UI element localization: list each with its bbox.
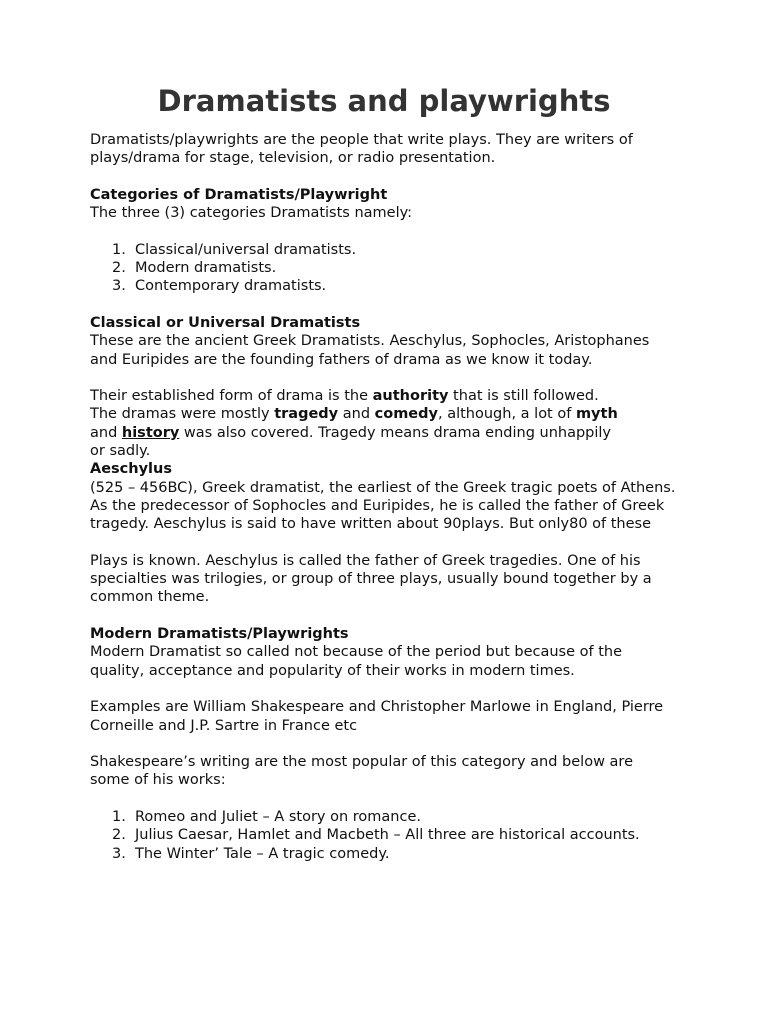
comedy-term: comedy <box>374 406 438 423</box>
list-item-text: Contemporary dramatists. <box>135 278 327 295</box>
modern-paragraph-2: Examples are William Shakespeare and Christopher Marlowe in England, Pierre Corneille and J.P. Sartre in France etc <box>90 699 664 734</box>
history-term: history <box>121 424 180 441</box>
list-item <box>90 241 690 259</box>
aeschylus-paragraph-2: Plays is known. Aeschylus is called the father of Greek tragedies. One of his specialties was trilogies, or group of three plays, usually bound together by a common theme. <box>90 552 652 606</box>
categories-heading: Categories of Dramatists/Playwright <box>90 186 388 203</box>
list-number: 3. <box>112 278 126 295</box>
list-item-text: The Winter’ Tale – A tragic comedy. <box>135 845 390 862</box>
list-item <box>90 277 690 295</box>
list-item-text: Romeo and Juliet – A story on romance. <box>135 808 421 825</box>
categories-lead: The three (3) categories Dramatists namely: <box>90 205 413 222</box>
list-number: 3. <box>112 845 126 862</box>
document-body <box>90 84 690 863</box>
classical-heading: Classical or Universal Dramatists <box>90 314 361 331</box>
list-number: 1. <box>112 241 126 258</box>
intro-paragraph: Dramatists/playwrights are the people that write plays. They are writers of plays/drama for stage, television, or radio presentation. <box>90 132 633 167</box>
list-item <box>90 808 690 826</box>
aeschylus-paragraph-1: (525 – 456BC), Greek dramatist, the earliest of the Greek tragic poets of Athens. As the predecessor of Sophocles and Euripides, he is called the father of Greek tragedy. Aeschylus is said to have written about 90plays. But only80 of these <box>90 479 676 533</box>
list-number: 2. <box>112 260 126 277</box>
list-number: 2. <box>112 827 126 844</box>
categories-list <box>90 241 690 296</box>
list-item <box>90 845 690 863</box>
list-item <box>90 259 690 277</box>
modern-heading: Modern Dramatists/Playwrights <box>90 626 349 643</box>
authority-term: authority <box>372 388 449 405</box>
classical-paragraph: These are the ancient Greek Dramatists. Aeschylus, Sophocles, Aristophanes and Euripides are the founding fathers of drama as we know it today. <box>90 333 650 368</box>
list-item-text: Modern dramatists. <box>135 260 277 277</box>
list-item <box>90 826 690 844</box>
list-number: 1. <box>112 808 126 825</box>
works-list <box>90 808 690 863</box>
tragedy-term: tragedy <box>274 406 339 423</box>
document-title: Dramatists and playwrights <box>157 84 611 118</box>
modern-paragraph-3: Shakespeare’s writing are the most popular of this category and below are some of his works: <box>90 754 633 789</box>
modern-paragraph-1: Modern Dramatist so called not because of the period but because of the quality, acceptance and popularity of their works in modern times. <box>90 644 623 679</box>
list-item-text: Julius Caesar, Hamlet and Macbeth – All three are historical accounts. <box>135 827 640 844</box>
myth-term: myth <box>575 406 618 423</box>
list-item-text: Classical/universal dramatists. <box>135 241 357 258</box>
classical-authority-paragraph: Their established form of drama is the authority that is still followed. The dramas were mostly tragedy and comedy, although, a lot of myth and history was also covered. Tragedy means drama ending unhappily or sadly. <box>90 388 618 460</box>
aeschylus-heading: Aeschylus <box>90 461 172 478</box>
